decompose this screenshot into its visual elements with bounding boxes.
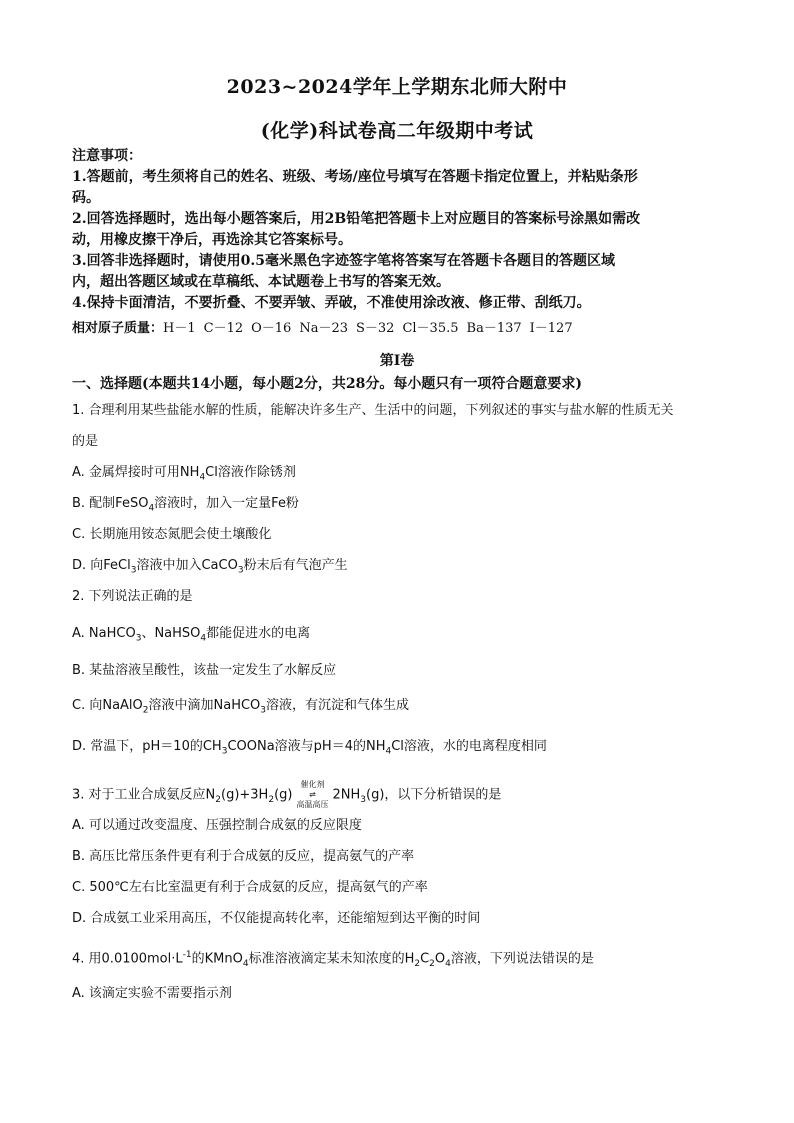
q2-option-c: C. 向NaAlO$_2$溶液中滴加NaHCO$_3$溶液，有沉淀和气体生成: [72, 698, 410, 716]
section-heading: 一、选择题(本题共14小题，每小题2分，共28分。每小题只有一项符合题意要求): [72, 376, 582, 392]
notice-item-4: 4.保持卡面清洁，不要折叠、不要弄皱、弄破，不准使用涂改液、修正带、刮纸刀。: [72, 295, 591, 311]
q1-option-a: A. 金属焊接时可用$NH_4Cl$溶液作除锈剂: [72, 465, 296, 483]
q2-option-d: D. 常温下，pH＝10的$CH_3COONa$溶液与pH＝4的$NH_4Cl$溶液，水的电离程度相同: [72, 739, 547, 757]
reaction-condition: 催化剂 ⇌ 高温高压: [296, 780, 329, 809]
q2-option-a: A. NaHCO$_3$、NaHSO$_4$都能促进水的电离: [72, 626, 311, 644]
notice-item-3-cont: 内，超出答题区域或在草稿纸、本试题卷上书写的答案无效。: [72, 274, 450, 290]
q2-stem: 2. 下列说法正确的是: [72, 589, 193, 604]
atomic-mass-c: C－12: [203, 321, 244, 336]
exam-title-line1: 2023~2024学年上学期东北师大附中: [226, 76, 568, 98]
notice-item-1: 1.答题前，考生须将自己的姓名、班级、考场/座位号填写在答题卡指定位置上，并粘贴条形: [72, 169, 638, 185]
atomic-mass-h: H－1: [163, 321, 196, 336]
q1-stem: 1. 合理利用某些盐能水解的性质，能解决许多生产、生活中的问题，下列叙述的事实与盐水解的性质无关: [72, 403, 674, 418]
q1-stem-cont: 的是: [72, 434, 99, 449]
atomic-mass-s: S－32: [356, 321, 395, 336]
q4-stem: 4. 用$0.0100mol\cdot L^{-1}$的KMnO$_4$标准溶液滴定某未知浓度的$H_2C_2O_4$溶液，下列说法错误的是: [72, 950, 594, 969]
atomic-mass-na: Na－23: [299, 321, 348, 336]
q3-stem: 3. 对于工业合成氨反应$N_2(g)+3H_2(g)$催化剂 ⇌ 高温高压$2NH_3(g)$，以下分析错误的是: [72, 780, 502, 809]
q3-option-d: D. 合成氨工业采用高压，不仅能提高转化率，还能缩短到达平衡的时间: [72, 911, 481, 926]
atomic-mass-cl: Cl－35.5: [402, 321, 459, 336]
equilibrium-arrow-icon: ⇌: [309, 790, 316, 799]
notice-item-2-cont: 动，用橡皮擦干净后，再选涂其它答案标号。: [72, 232, 352, 248]
atomic-masses-label: 相对原子质量：: [72, 321, 164, 336]
notice-item-3: 3.回答非选择题时，请使用0.5毫米黑色字迹签字笔将答案写在答题卡各题目的答题区域: [72, 253, 615, 269]
volume-title: 第Ⅰ卷: [379, 353, 415, 369]
q1-option-d: D. 向FeCl$_3$溶液中加入CaCO$_3$粉末后有气泡产生: [72, 558, 348, 576]
exam-title-line2: (化学)科试卷高二年级期中考试: [260, 120, 534, 142]
q2-option-b: B. 某盐溶液呈酸性，该盐一定发生了水解反应: [72, 663, 337, 678]
notice-heading: 注意事项：: [72, 148, 142, 164]
q3-option-a: A. 可以通过改变温度、压强控制合成氨的反应限度: [72, 818, 362, 833]
atomic-mass-ba: Ba－137: [466, 321, 522, 336]
q3-option-b: B. 高压比常压条件更有利于合成氨的反应，提高氨气的产率: [72, 849, 415, 864]
notice-item-1-cont: 码。: [72, 190, 100, 206]
atomic-mass-o: O－16: [251, 321, 292, 336]
q3-option-c: C. 500℃左右比室温更有利于合成氨的反应，提高氨气的产率: [72, 880, 428, 895]
q1-option-c: C. 长期施用铵态氮肥会使土壤酸化: [72, 527, 272, 542]
q4-option-a: A. 该滴定实验不需要指示剂: [72, 986, 232, 1001]
q1-option-b: B. 配制FeSO$_4$溶液时，加入一定量Fe粉: [72, 496, 299, 514]
atomic-mass-i: I－127: [529, 321, 573, 336]
notice-item-2: 2.回答选择题时，选出每小题答案后，用2B铅笔把答题卡上对应题目的答案标号涂黑如需改: [72, 211, 641, 227]
atomic-masses: [72, 320, 732, 338]
